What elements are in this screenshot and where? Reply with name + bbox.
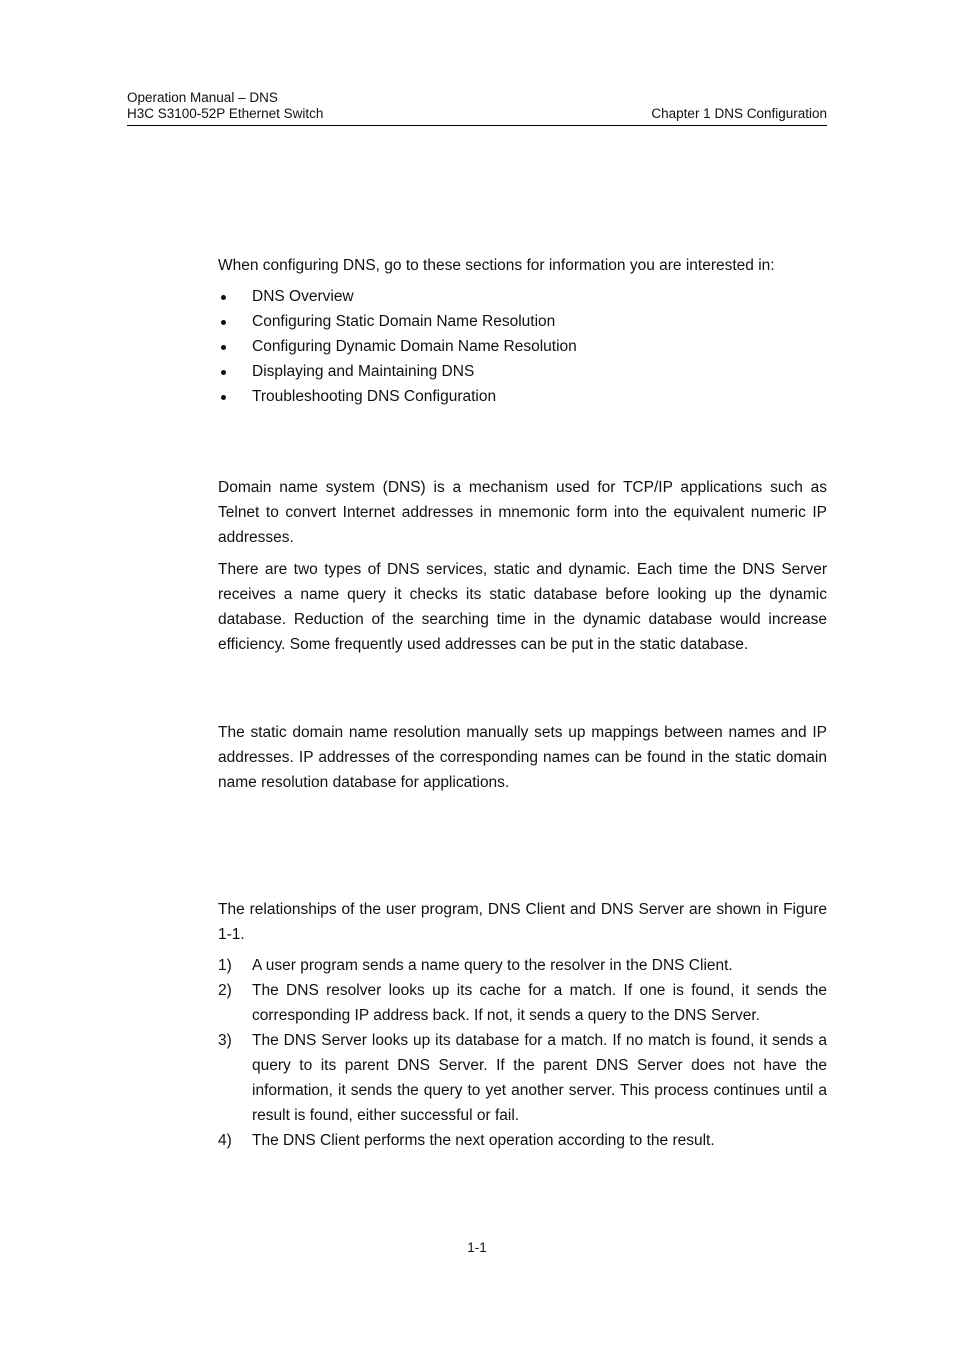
page-header (127, 90, 827, 126)
list-item (218, 1128, 827, 1153)
intro-section (218, 253, 827, 409)
header-manual-info (127, 90, 323, 122)
bullet-icon (221, 395, 226, 400)
step-number: 4) (218, 1132, 232, 1149)
section-link-list (218, 284, 827, 409)
step-text: The DNS resolver looks up its cache for a match. If one is found, it sends the corresponding IP address back. If not, it sends a query to the DNS Server. (252, 982, 827, 1024)
step-text: The DNS Client performs the next operation according to the result. (252, 1132, 715, 1149)
intro-paragraph: When configuring DNS, go to these sections for information you are interested in: (218, 257, 775, 274)
list-item-label: Displaying and Maintaining DNS (252, 363, 475, 380)
dynamic-resolution-paragraph: The relationships of the user program, DNS Client and DNS Server are shown in Figure 1-1. (218, 901, 827, 943)
list-item-label: Configuring Static Domain Name Resolution (252, 313, 556, 330)
list-item-label: Configuring Dynamic Domain Name Resolution (252, 338, 577, 355)
list-item (218, 953, 827, 978)
step-number: 2) (218, 982, 232, 999)
step-number: 1) (218, 957, 232, 974)
resolution-steps-list (218, 953, 827, 1153)
bullet-icon (221, 345, 226, 350)
dynamic-resolution-section (218, 897, 827, 1153)
step-text: A user program sends a name query to the resolver in the DNS Client. (252, 957, 733, 974)
bullet-icon (221, 295, 226, 300)
overview-section (218, 475, 827, 657)
overview-paragraph-2: There are two types of DNS services, static and dynamic. Each time the DNS Server receives a name query it checks its static database before looking up the dynamic database. Reduction of the searching time in the dynamic database would increase efficiency. Some frequently used addresses can be put in the static database. (218, 561, 827, 653)
step-number: 3) (218, 1032, 232, 1049)
list-item (218, 359, 827, 384)
list-item (218, 384, 827, 409)
static-resolution-section (218, 720, 827, 795)
list-item (218, 309, 827, 334)
header-manual-title: Operation Manual – DNS (127, 90, 278, 105)
header-product-name: H3C S3100-52P Ethernet Switch (127, 106, 324, 121)
list-item (218, 284, 827, 309)
header-chapter-title: Chapter 1 DNS Configuration (651, 106, 827, 121)
step-text: The DNS Server looks up its database for a match. If no match is found, it sends a query to its parent DNS Server. If the parent DNS Server does not have the information, it sends the query to yet another server. This process continues until a result is found, either successful or fail. (252, 1032, 827, 1124)
page-number: 1-1 (467, 1240, 487, 1255)
list-item-label: Troubleshooting DNS Configuration (252, 388, 497, 405)
list-item-label: DNS Overview (252, 288, 354, 305)
list-item (218, 1028, 827, 1128)
overview-paragraph-1: Domain name system (DNS) is a mechanism used for TCP/IP applications such as Telnet to convert Internet addresses in mnemonic form into the equivalent numeric IP addresses. (218, 479, 827, 546)
static-resolution-paragraph: The static domain name resolution manually sets up mappings between names and IP addresses. IP addresses of the corresponding names can be found in the static domain name resolution database for applications. (218, 724, 827, 791)
list-item (218, 334, 827, 359)
list-item (218, 978, 827, 1028)
bullet-icon (221, 370, 226, 375)
bullet-icon (221, 320, 226, 325)
